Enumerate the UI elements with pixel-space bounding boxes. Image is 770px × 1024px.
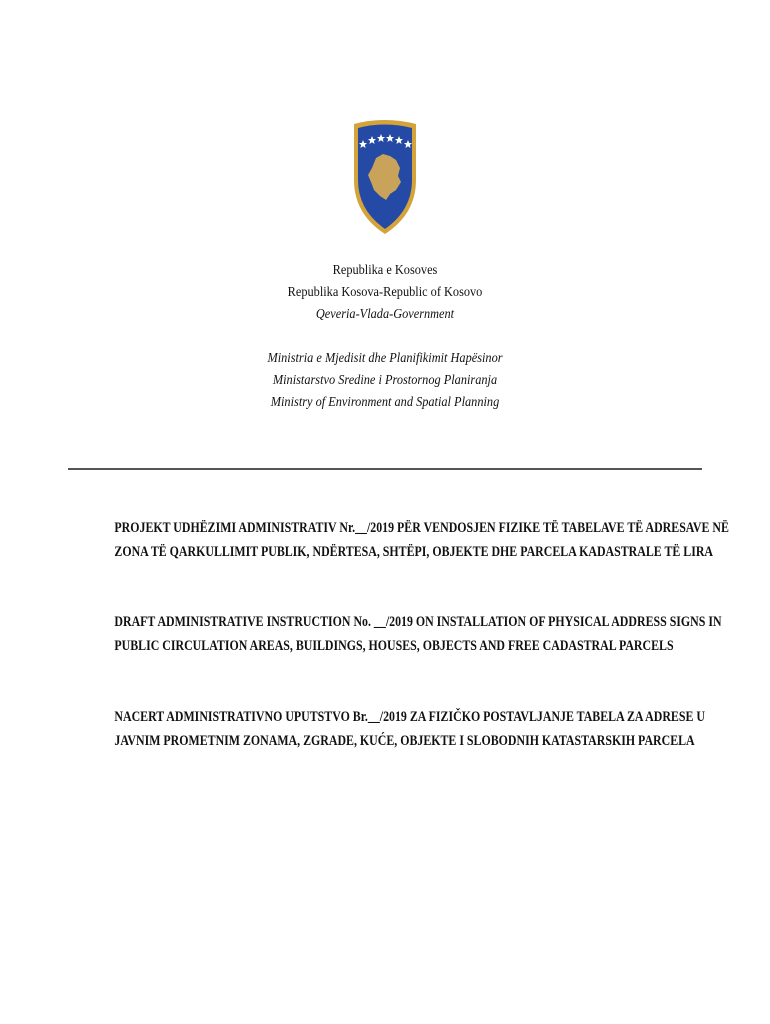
title-en-line-1: DRAFT ADMINISTRATIVE INSTRUCTION No. __/2019 ON INSTALLATION OF PHYSICAL ADDRESS SIGNS IN — [114, 614, 722, 630]
title-english — [55, 610, 722, 658]
header-divider — [68, 468, 702, 470]
title-serbian — [55, 705, 715, 753]
kosovo-coat-of-arms-icon — [350, 118, 420, 236]
country-name-multilingual: Republika Kosova-Republic of Kosovo — [287, 285, 483, 300]
title-sr-line-1: NACERT ADMINISTRATIVNO UPUTSTVO Br.__/2019 ZA FIZIČKO POSTAVLJANJE TABELA ZA ADRESE U — [114, 709, 705, 725]
coat-of-arms-svg — [350, 118, 420, 236]
government-name: Qeveria-Vlada-Government — [315, 307, 455, 322]
ministry-header — [0, 348, 770, 414]
title-sr-line-2: JAVNIM PROMETNIM ZONAMA, ZGRADE, KUĆE, OBJEKTE I SLOBODNIH KATASTARSKIH PARCELA — [114, 733, 695, 749]
ministry-name-en: Ministry of Environment and Spatial Planning — [270, 395, 500, 410]
country-header — [0, 260, 770, 326]
title-sq-line-1: PROJEKT UDHËZIMI ADMINISTRATIV Nr.__/2019 PËR VENDOSJEN FIZIKE TË TABELAVE TË ADRESAVE NË — [114, 520, 729, 536]
country-name-sq: Republika e Kosoves — [332, 263, 438, 278]
ministry-name-sr: Ministarstvo Sredine i Prostornog Planiranja — [272, 373, 498, 388]
title-en-line-2: PUBLIC CIRCULATION AREAS, BUILDINGS, HOUSES, OBJECTS AND FREE CADASTRAL PARCELS — [114, 638, 674, 654]
title-albanian — [55, 516, 729, 564]
ministry-name-sq: Ministria e Mjedisit dhe Planifikimit Hapësinor — [267, 351, 503, 366]
title-sq-line-2: ZONA TË QARKULLIMIT PUBLIK, NDËRTESA, SHTËPI, OBJEKTE DHE PARCELA KADASTRALE TË LIRA — [114, 544, 714, 560]
